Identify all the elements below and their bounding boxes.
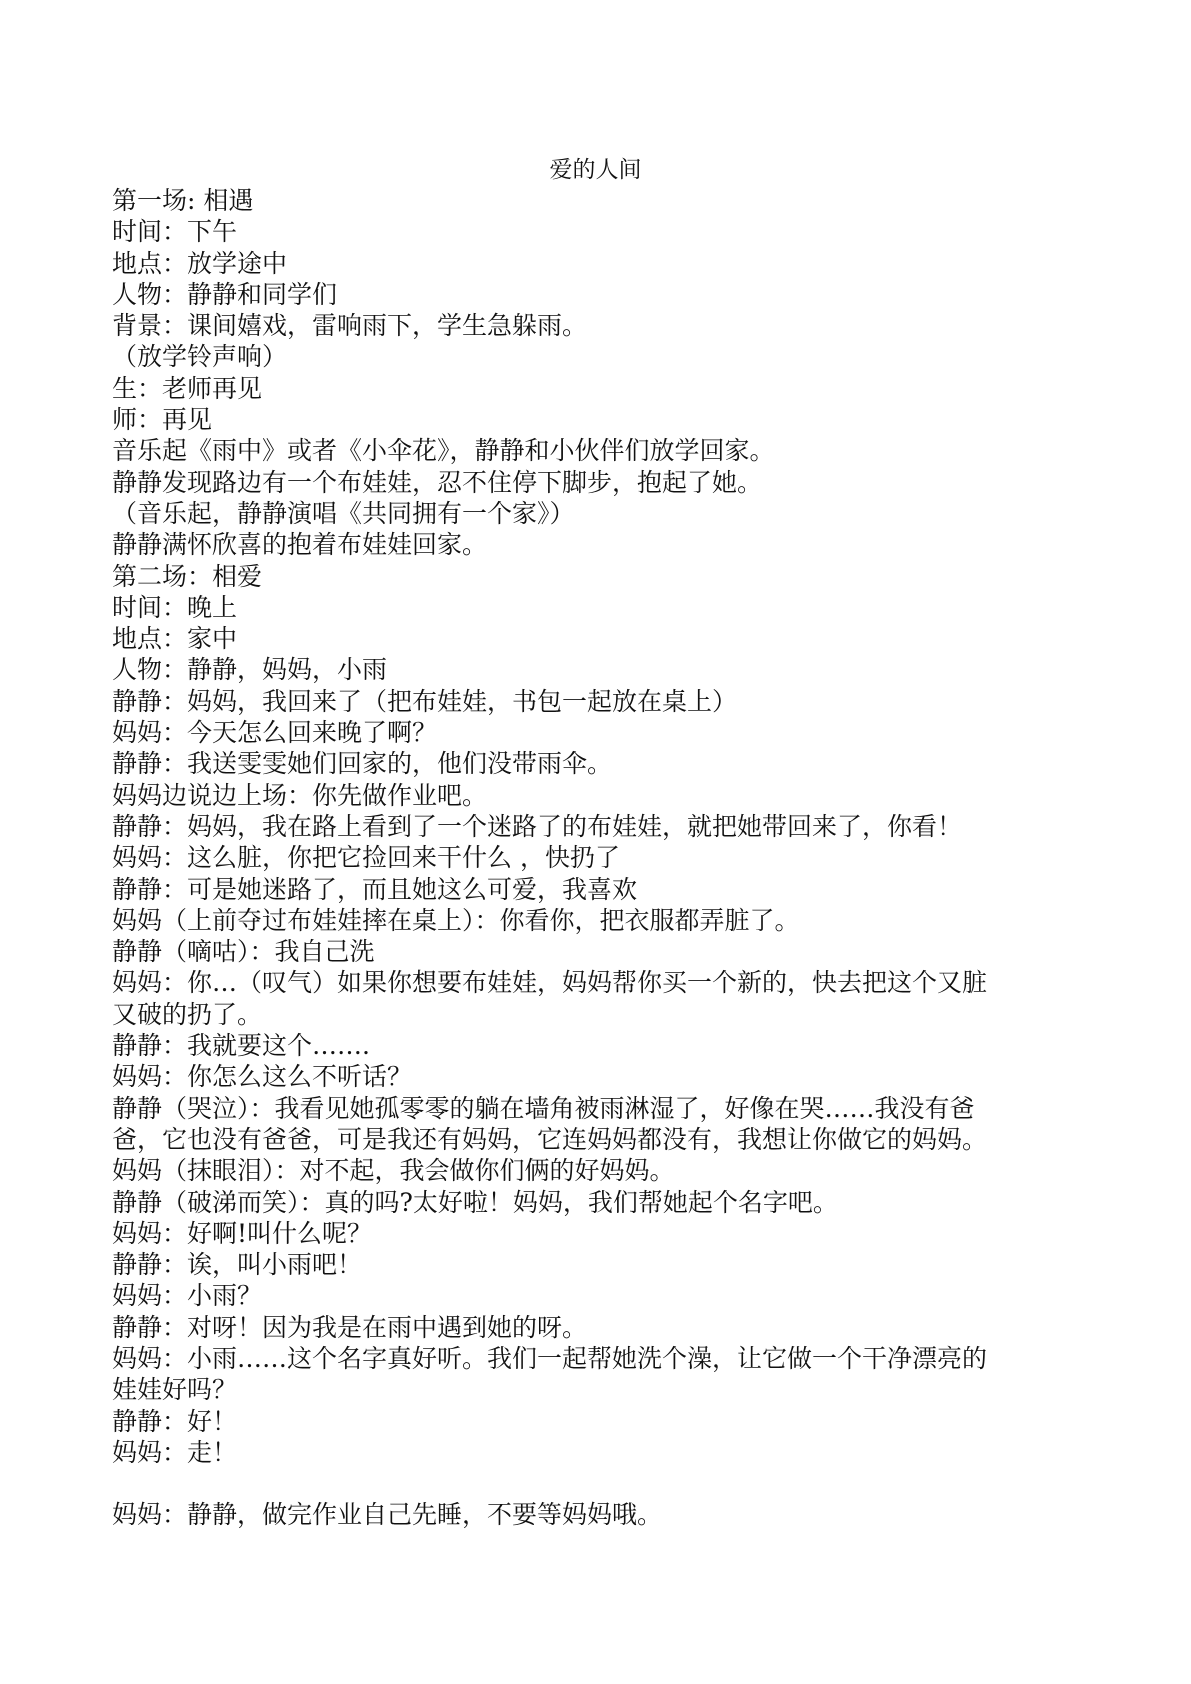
script-line: 静静：对呀！因为我是在雨中遇到她的呀。 [112,1312,588,1342]
script-line: （放学铃声响） [112,342,288,372]
script-line: 又破的扔了。 [112,999,263,1029]
script-line: 人物：静静，妈妈，小雨 [112,655,388,685]
script-line: 妈妈：静静，做完作业自己先睡，不要等妈妈哦。 [112,1500,663,1530]
script-line: （音乐起，静静演唱《共同拥有一个家》） [112,498,575,528]
script-line: 静静发现路边有一个布娃娃，忍不住停下脚步，抱起了她。 [112,467,763,497]
script-line: 背景：课间嬉戏，雷响雨下，学生急躲雨。 [112,311,588,341]
script-line: 时间：晚上 [112,592,238,622]
script-line: 妈妈：这么脏，你把它捡回来干什么 ，快扔了 [112,843,620,873]
script-line: 静静满怀欣喜的抱着布娃娃回家。 [112,530,488,560]
script-line: 娃娃好吗？ [112,1375,238,1405]
script-line: 妈妈：好啊!叫什么呢？ [112,1218,373,1248]
script-line: 第二场：相爱 [112,561,263,591]
script-line: 妈妈：小雨……这个名字真好听。我们一起帮她洗个澡，让它做一个干净漂亮的 [112,1343,988,1373]
script-line: 静静：好！ [112,1406,238,1436]
script-line: 静静：妈妈，我回来了（把布娃娃，书包一起放在桌上） [112,686,738,716]
script-line: 地点：放学途中 [112,248,288,278]
script-line: 静静（嘀咕）：我自己洗 [112,937,375,967]
script-line: 爸，它也没有爸爸，可是我还有妈妈，它连妈妈都没有，我想让你做它的妈妈。 [112,1124,988,1154]
script-line: 妈妈：走！ [112,1437,238,1467]
script-line: 地点：家中 [112,624,238,654]
document-body [112,185,1102,1531]
script-line: 时间：下午 [112,217,238,247]
script-line: 音乐起《雨中》或者《小伞花》，静静和小伙伴们放学回家。 [112,436,775,466]
script-line: 妈妈（抹眼泪）：对不起，我会做你们俩的好妈妈。 [112,1156,675,1186]
script-line: 妈妈：你怎么这么不听话？ [112,1062,413,1092]
script-line: 生：老师再见 [112,373,263,403]
script-line: 静静：妈妈，我在路上看到了一个迷路了的布娃娃，就把她带回来了，你看！ [112,811,963,841]
script-line: 师：再见 [112,405,213,435]
script-line: 静静（哭泣）：我看见她孤零零的躺在墙角被雨淋湿了，好像在哭……我没有爸 [112,1093,975,1123]
script-line: 妈妈：今天怎么回来晚了啊？ [112,718,438,748]
script-line: 静静：可是她迷路了，而且她这么可爱，我喜欢 [112,874,638,904]
script-line: 静静：我送雯雯她们回家的，他们没带雨伞。 [112,749,613,779]
script-line: 静静：诶，叫小雨吧！ [112,1250,363,1280]
document-title: 爱的人间 [549,157,642,183]
script-line: 妈妈边说边上场：你先做作业吧。 [112,780,488,810]
script-line: 静静：我就要这个……. [112,1031,370,1061]
script-line: 妈妈（上前夺过布娃娃摔在桌上）：你看你，把衣服都弄脏了。 [112,905,800,935]
script-line: 第一场: 相遇 [112,186,254,215]
script-line: 妈妈：小雨？ [112,1281,263,1311]
script-line: 妈妈：你…（叹气）如果你想要布娃娃，妈妈帮你买一个新的，快去把这个又脏 [112,968,988,998]
blank-line [112,1468,1102,1499]
script-line: 人物：静静和同学们 [112,279,338,309]
script-line: 静静（破涕而笑）：真的吗?太好啦！妈妈，我们帮她起个名字吧。 [112,1187,838,1217]
